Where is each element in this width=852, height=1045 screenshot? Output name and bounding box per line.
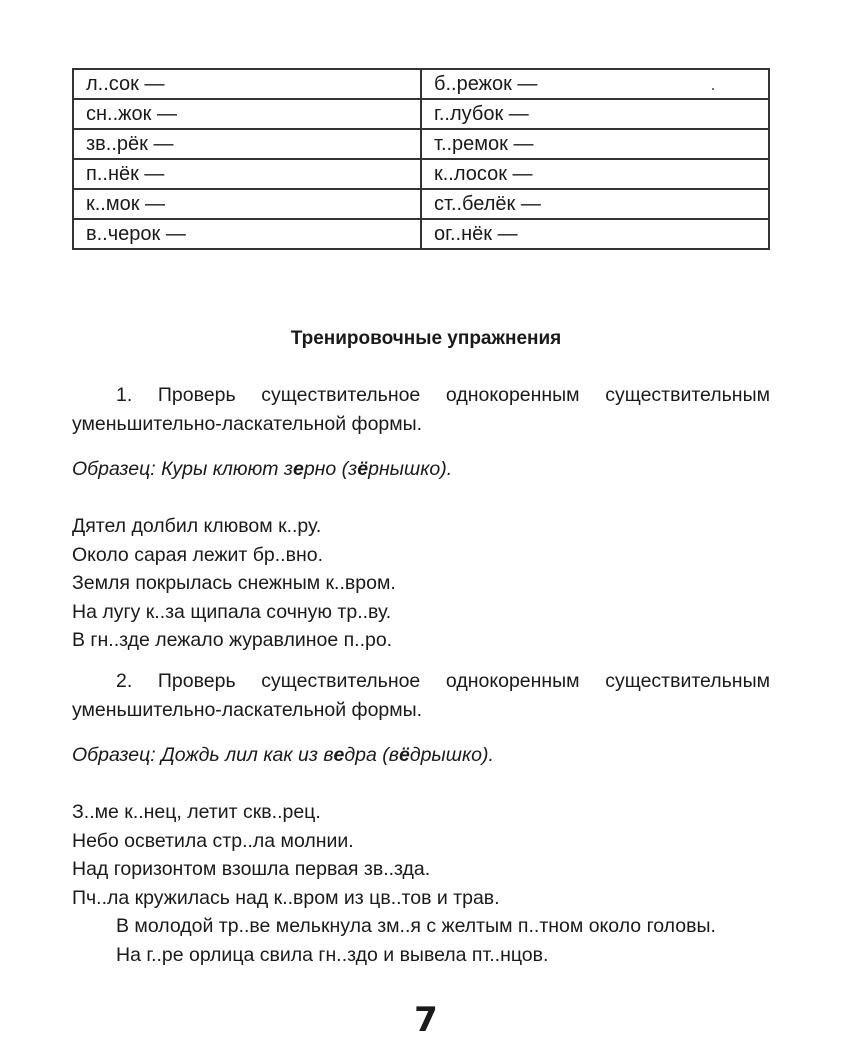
sample-text: Образец: Куры клюют з (72, 458, 293, 480)
exercise-2-sample (72, 741, 770, 770)
table-cell: п..нёк — (73, 159, 421, 189)
print-speck (712, 88, 714, 90)
sample-text: дрышко). (409, 744, 494, 766)
exercise-1 (72, 381, 770, 655)
table-row (73, 99, 769, 129)
word-table (72, 68, 770, 250)
sample-bold-letter: е (333, 744, 345, 766)
sentence: Около сарая лежит бр..вно. (72, 543, 323, 566)
table-cell: г..лубок — (421, 99, 769, 129)
table-cell: л..сок — (73, 69, 421, 99)
table-row (73, 219, 769, 249)
page-number: 7 (414, 1000, 438, 1040)
table-cell: сн..жок — (73, 99, 421, 129)
sample-text: дра (в (344, 744, 399, 766)
table-row (73, 189, 769, 219)
exercise-1-instruction: 1. Проверь существительное однокоренным существительным уменьшительно-ласкательной формы. (72, 384, 770, 435)
sentence: Земля покрылась снежным к..вром. (72, 572, 396, 595)
table-cell: зв..рёк — (73, 129, 421, 159)
sentence: Пч..ла кружилась над к..вром из цв..тов и трав. (72, 886, 500, 909)
table-row (73, 69, 769, 99)
exercise-1-sample (72, 455, 770, 484)
sample-bold-letter: ё (357, 458, 369, 480)
table-cell: т..ремок — (421, 129, 769, 159)
sample-text: рно (з (303, 458, 358, 480)
sentence: На г..ре орлица свила гн..здо и вывела пт..нцов. (116, 943, 549, 966)
exercise-2-instruction: 2. Проверь существительное однокоренным существительным уменьшительно-ласкательной формы. (72, 670, 770, 721)
exercise-1-sentences (72, 512, 770, 655)
sentence: На лугу к..за щипала сочную тр..ву. (72, 600, 392, 623)
table-cell: в..черок — (73, 219, 421, 249)
section-heading: Тренировочные упражнения (290, 328, 562, 349)
exercise-2 (72, 667, 770, 970)
exercise-2-sentences (72, 798, 770, 970)
table-cell: к..мок — (73, 189, 421, 219)
sample-bold-letter: ё (398, 744, 410, 766)
sentence: В молодой тр..ве мелькнула зм..я с желтым п..тном около головы. (116, 915, 716, 938)
sentence: З..ме к..нец, летит скв..рец. (72, 801, 321, 823)
sentence: Дятел долбил клювом к..ру. (72, 515, 322, 537)
sentence: В гн..зде лежало журавлиное п..ро. (72, 629, 393, 652)
sentence: Над горизонтом взошла первая зв..зда. (72, 858, 431, 881)
table-cell: ог..нёк — (421, 219, 769, 249)
sample-text: Образец: Дождь лил как из в (72, 744, 334, 766)
table-cell: ст..белёк — (421, 189, 769, 219)
sample-text: рнышко). (368, 458, 453, 480)
table-row (73, 129, 769, 159)
table-row (73, 159, 769, 189)
sample-bold-letter: е (292, 458, 304, 480)
table-cell: к..лосок — (421, 159, 769, 189)
table-cell: б..режок — (421, 69, 769, 99)
sentence: Небо осветила стр..ла молнии. (72, 829, 354, 852)
